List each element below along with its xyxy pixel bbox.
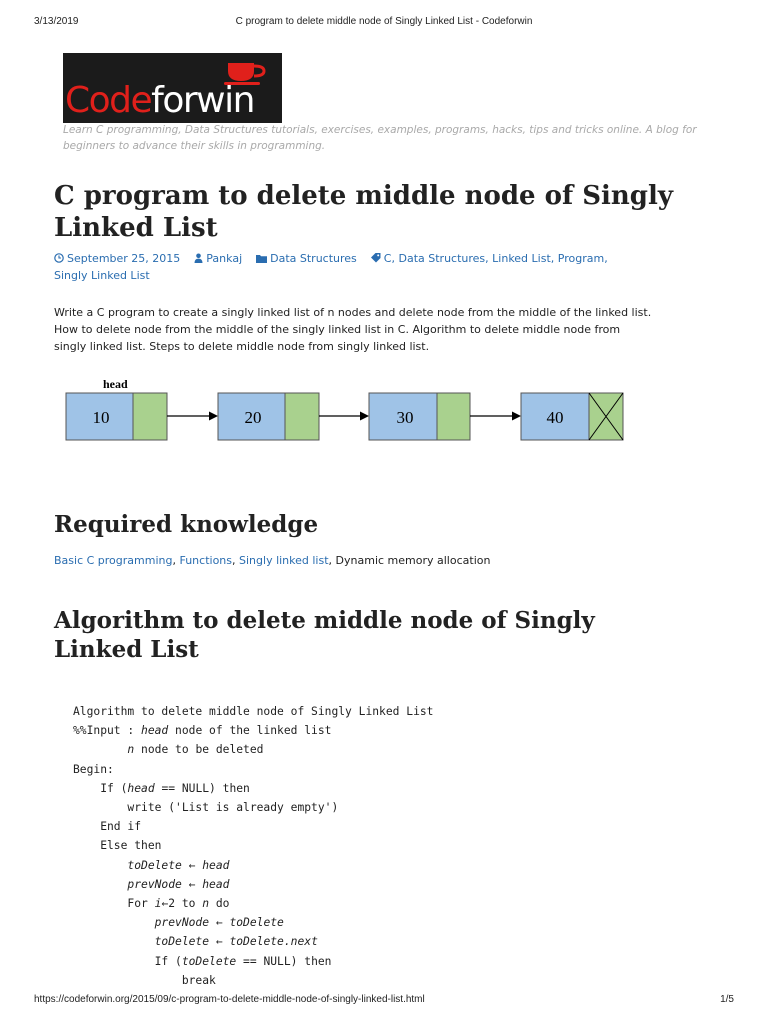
- tag-link[interactable]: Linked List: [492, 252, 551, 265]
- print-footer: [34, 994, 734, 1008]
- code-line: Algorithm to delete middle node of Singly Linked List: [73, 705, 434, 718]
- code-line: End if: [73, 820, 142, 834]
- folder-icon: [256, 254, 267, 263]
- tag-link[interactable]: Singly Linked List: [54, 269, 150, 282]
- node-value: 10: [92, 408, 110, 427]
- list-node: [218, 393, 319, 440]
- page-number: 1/5: [720, 994, 734, 1005]
- code-line: Else then: [73, 839, 162, 853]
- clock-icon: [54, 253, 64, 263]
- link-singly-linked-list[interactable]: Singly linked list: [239, 554, 329, 567]
- code-line: prevNode ← head: [127, 877, 230, 891]
- code-line: Begin:: [73, 762, 114, 776]
- linked-list-diagram: [64, 375, 629, 445]
- list-node: [369, 393, 470, 440]
- code-line: If (toDelete == NULL) then: [73, 954, 332, 968]
- code-line: toDelete ← head: [127, 858, 230, 872]
- tag-link[interactable]: C: [383, 252, 392, 265]
- next-arrow: [319, 412, 369, 421]
- tag-link[interactable]: Data Structures: [398, 252, 486, 265]
- code-line: toDelete ← toDelete.next: [154, 935, 318, 949]
- print-header: [34, 16, 734, 30]
- print-title: C program to delete middle node of Singly Linked List - Codeforwin: [235, 16, 533, 27]
- node-value: 40: [546, 408, 564, 427]
- algorithm-code-block: [73, 702, 433, 990]
- author-name: Pankaj: [206, 252, 243, 265]
- logo-code-text: Code: [65, 80, 152, 121]
- article-title: C program to delete middle node of Singly Linked List: [54, 181, 673, 243]
- node-value: 30: [396, 408, 414, 427]
- logo-wordmark: [65, 80, 254, 121]
- site-tagline: Learn C programming, Data Structures tutorials, exercises, examples, programs, hacks, tips and tricks online. A blog for beginners to advance their skills in programming.: [63, 124, 697, 152]
- next-arrow: [167, 412, 218, 421]
- print-date: 3/13/2019: [34, 16, 79, 27]
- tag-icon: [371, 253, 381, 263]
- article-intro: Write a C program to create a singly linked list of n nodes and delete node from the middle of the linked list. How to delete node from the middle of the singly linked list in C. Algorithm to delete middle node from singly linked list. Steps to delete middle node from singly linked list.: [54, 306, 652, 353]
- required-knowledge-heading: Required knowledge: [54, 511, 319, 538]
- code-line: break: [73, 973, 216, 987]
- site-logo[interactable]: [63, 53, 282, 123]
- print-url: https://codeforwin.org/2015/09/c-program-to-delete-middle-node-of-singly-linked-list.html: [34, 994, 425, 1005]
- node-value: 20: [244, 408, 262, 427]
- tags: C, Data Structures, Linked List, Program,: [371, 252, 608, 265]
- code-line: If (head == NULL) then: [73, 781, 250, 795]
- category-name: Data Structures: [270, 252, 357, 265]
- code-line: n node to be deleted: [127, 743, 264, 757]
- head-label: head: [103, 377, 128, 391]
- next-arrow: [470, 412, 521, 421]
- list-node: [521, 393, 623, 440]
- code-line: For i←2 to n do: [73, 897, 230, 911]
- user-icon: [194, 253, 203, 263]
- article-meta: [54, 250, 654, 284]
- code-line: write ('List is already empty'): [73, 801, 339, 815]
- post-date: September 25, 2015: [67, 252, 181, 265]
- author-link[interactable]: [194, 252, 242, 265]
- code-line: %%Input : head node of the linked list: [73, 724, 332, 738]
- link-functions[interactable]: Functions: [179, 554, 233, 567]
- post-date-link[interactable]: [54, 252, 180, 265]
- tag-link[interactable]: Program: [557, 252, 605, 265]
- category-link[interactable]: [256, 252, 357, 265]
- link-basic-c[interactable]: Basic C programming: [54, 554, 173, 567]
- logo-forwin-text: forwin: [151, 80, 254, 121]
- dynamic-memory-text: Dynamic memory allocation: [335, 554, 491, 567]
- list-node: [66, 393, 167, 440]
- required-knowledge-links: Basic C programming, Functions, Singly linked list, Dynamic memory allocation: [54, 554, 491, 567]
- code-line: prevNode ← toDelete: [154, 916, 284, 930]
- algorithm-heading: Algorithm to delete middle node of Singly Linked List: [54, 607, 595, 663]
